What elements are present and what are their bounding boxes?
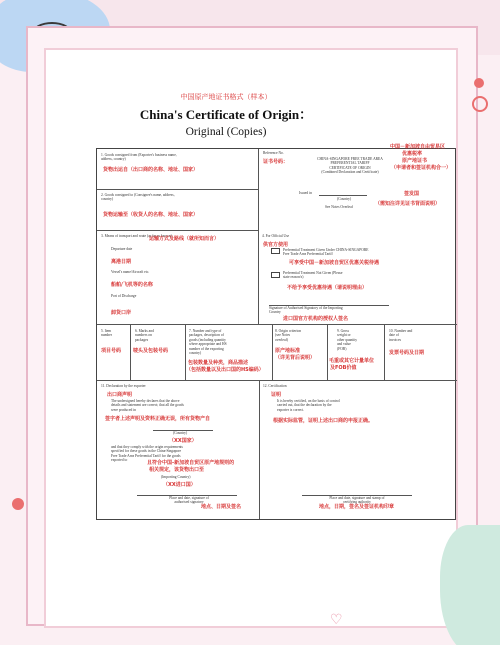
box8-note-2: （详见背后说明） [275, 355, 316, 361]
col-divider [130, 325, 131, 381]
preferential-not-given-note: 不给予享受优惠待遇（请说明理由） [287, 285, 368, 291]
ref-note-2: 优惠税率 [402, 151, 423, 157]
preferential-given-checkbox[interactable] [271, 248, 280, 254]
box6-note: 唛头及包装号码 [133, 348, 169, 354]
issued-in-label: Issued in [299, 191, 312, 195]
ref-note-1: 中国－新加坡自由贸易区 [390, 144, 446, 150]
box8-note-1: 原产地标准 [275, 348, 301, 354]
issued-line [319, 195, 367, 196]
col-divider [272, 325, 273, 381]
box5-note: 项目号码 [101, 348, 122, 354]
box12-place-label: Place and date, signature and stamp of certifying authority [329, 496, 385, 505]
importer-sign-note: 进口国官方机构的授权人签名 [283, 316, 349, 322]
box9-note-1: 毛重或其它计量单位 [329, 358, 375, 364]
box12-note-title: 证明 [271, 392, 282, 398]
box11-importing-label: (Importing Country) [161, 475, 191, 479]
issued-country-label: (Country) [337, 197, 352, 201]
box9-label: 9. Gross weight or other quantity and value (FOB) [337, 329, 358, 351]
box2-label: 2. Goods consigned to (Consignee's name, address, country) [101, 193, 175, 202]
certificate-form [96, 144, 456, 520]
box11-text-2: and that they comply with the origin requirements specified for these goods in the China-Singapore Free Trade Area Preferential Tariff for the goods exported to [111, 445, 183, 463]
ref-note-3: 原产地证书 [402, 158, 428, 164]
box3-note: 运输方式及路线（就所知而言） [149, 236, 220, 242]
port-note: 卸货口岸 [111, 310, 132, 316]
see-notes: See Notes Overleaf [325, 205, 353, 209]
box7-note-2: （包括数量以及出口国的HS编码） [186, 367, 264, 373]
ring-decoration [472, 96, 488, 112]
main-title: China's Certificate of Origin： [139, 107, 313, 122]
box4-label: 4. For Official Use [262, 234, 290, 238]
declaration-divider [259, 381, 260, 519]
reference-label: Reference No. [263, 151, 284, 155]
preferential-given-text: Preferential Treatment Given Under CHINA-SINGAPORE Free Trade Area Preferential Tariff [283, 248, 369, 257]
importer-sign-label: Signature of Authorised Signatory of the Importing Country [269, 306, 343, 315]
box10-note: 发票号码及日期 [389, 350, 425, 356]
issued-note-2: （需知注详见证书背面说明） [375, 201, 441, 207]
box9-note-2: 及FOB价值 [330, 365, 357, 371]
ref-note-4: （申请者和签证机构合一） [391, 165, 452, 171]
col-divider [327, 325, 328, 381]
box11-place-label: Place and date, signature of authorised signatory [169, 496, 209, 505]
box11-note-1: 签字者上述声明及资料正确无误，所有货物产自 [105, 416, 211, 422]
preferential-given-note: 可享受中国－新加坡自贸区优惠关税待遇 [289, 260, 380, 266]
preferential-not-given-text: Preferential Treatment Not Given (Please state reason/s) [283, 271, 343, 280]
leaf-decoration [440, 525, 500, 645]
box11-text-1: The undersigned hereby declares that the above details and statement are correct; that all the goods were produced in [111, 399, 184, 412]
departure-note: 离港日期 [111, 259, 132, 265]
cert-no-label: 证书号码： [263, 159, 289, 165]
dot-decoration-left [12, 498, 24, 510]
sample-title: 中国原产地证书格式（样本） [180, 93, 272, 101]
box5-label: 5. Item number [101, 329, 112, 338]
box12-place-note: 地点，日期，签名及签证机构印章 [319, 504, 395, 510]
box12-note: 根据实际监管，证明上述出口商的申报正确。 [273, 418, 374, 424]
vessel-note: 船舶/飞机等的名称 [111, 282, 153, 288]
box11-country-label: (Country) [173, 431, 188, 435]
box1-label: 1. Goods consigned from (Exporter's business name, address, country) [101, 153, 177, 162]
box11-place-note: 地点、日期及签名 [201, 504, 242, 510]
box11-note-2b: 相关规定，该货物出口至 [149, 467, 205, 473]
col-divider [384, 325, 385, 381]
box11-note-2a: 且符合中国-新加坡自贸区原产地规则的 [147, 460, 235, 466]
departure-label: Departure date [111, 247, 133, 251]
box1-note: 货物出运自（出口商的名称、地址、国家） [103, 167, 199, 173]
box11-label: 11. Declaration by the exporter [101, 384, 146, 388]
preferential-not-given-checkbox[interactable] [271, 272, 280, 278]
box10-label: 10. Number and date of invoices [389, 329, 413, 342]
box7-label: 7. Number and type of packages, description of goods (including quantity where appropriate and HS number of the exporting country) [189, 329, 227, 356]
box8-label: 8. Origin criterion (see Notes overleaf) [275, 329, 302, 342]
agreement-title: CHINA-SINGAPORE FREE TRADE AREA PREFERENTIAL TARIFF CERTIFICATE OF ORIGIN (Combined Declaration and Certificate) [317, 157, 383, 175]
box6-label: 6. Marks and numbers on packages [135, 329, 154, 342]
port-label: Port of Discharge [111, 294, 137, 298]
box4-note: 供官方使用 [263, 242, 289, 248]
issued-note-1: 签发国 [404, 191, 420, 197]
box2-note: 货物运输至（收货人的名称、地址、国家） [103, 212, 199, 218]
sub-title: Original (Copies) [185, 126, 267, 138]
box1-divider [97, 189, 259, 190]
box11-country-note: （XX国家） [169, 438, 197, 444]
box12-text: It is hereby certified, on the basis of control carried out, that the declaration by the exporter is correct. [277, 399, 340, 412]
box3-label: 3. Means of transport and route (as far as known) [101, 234, 172, 238]
dot-decoration [474, 78, 484, 88]
box12-label: 12. Certification [263, 384, 287, 388]
heart-icon: ♡ [330, 612, 343, 628]
box11-note-title: 出口商声明 [107, 392, 133, 398]
box7-note-1: 包装数量及种类，商品描述 [188, 360, 249, 366]
box11-importing-note: （XX进口国） [163, 482, 196, 488]
certificate-document [96, 92, 456, 522]
vessel-label: Vessel's name/Aircraft etc. [111, 270, 150, 274]
